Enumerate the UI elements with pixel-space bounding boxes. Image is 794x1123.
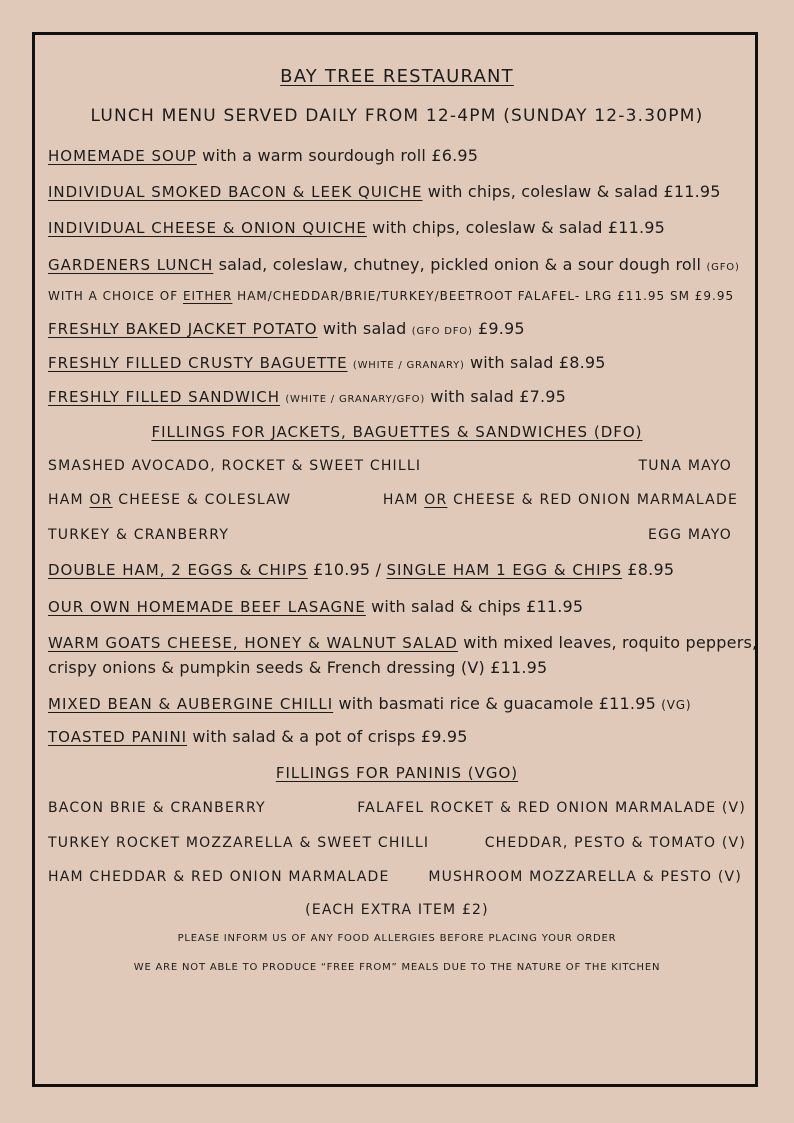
menu-item-bacon-quiche: INDIVIDUAL SMOKED BACON & LEEK QUICHE with chips, coleslaw & salad £11.95: [48, 182, 721, 201]
allergy-note: PLEASE INFORM US OF ANY FOOD ALLERGIES BEFORE PLACING YOUR ORDER: [177, 933, 617, 944]
filling-row: TURKEY & CRANBERRY EGG MAYO: [48, 527, 732, 543]
extra-item-note: (EACH EXTRA ITEM £2): [305, 902, 489, 918]
fillings-jbs-heading: FILLINGS FOR JACKETS, BAGUETTES & SANDWICHES (DFO): [151, 423, 643, 441]
menu-item-panini: TOASTED PANINI with salad & a pot of crisps £9.95: [48, 727, 468, 746]
menu-item-lasagne: OUR OWN HOMEMADE BEEF LASAGNE with salad & chips £11.95: [48, 597, 584, 616]
menu-title: BAY TREE RESTAURANT: [280, 66, 514, 87]
panini-filling-row: HAM CHEDDAR & RED ONION MARMALADE MUSHROOM MOZZARELLA & PESTO (V): [48, 869, 742, 885]
menu-item-jacket-potato: FRESHLY BAKED JACKET POTATO with salad (GFO DFO) £9.95: [48, 319, 525, 338]
menu-item-goats-cheese: WARM GOATS CHEESE, HONEY & WALNUT SALAD with mixed leaves, roquito peppers,: [48, 633, 758, 652]
menu-item-sandwich: FRESHLY FILLED SANDWICH (WHITE / GRANARY/GFO) with salad £7.95: [48, 387, 567, 406]
panini-filling-row: TURKEY ROCKET MOZZARELLA & SWEET CHILLI CHEDDAR, PESTO & TOMATO (V): [48, 835, 746, 851]
goats-cheese-desc: crispy onions & pumpkin seeds & French dressing (V) £11.95: [48, 658, 548, 677]
menu-item-gardeners-lunch: GARDENERS LUNCH salad, coleslaw, chutney, pickled onion & a sour dough roll (GFO): [48, 255, 740, 274]
gardeners-choice: WITH A CHOICE OF EITHER HAM/CHEDDAR/BRIE/TURKEY/BEETROOT FALAFEL- LRG £11.95 SM £9.95: [48, 289, 735, 303]
menu-subtitle: LUNCH MENU SERVED DAILY FROM 12-4PM (SUNDAY 12-3.30PM): [90, 106, 704, 126]
menu-item-chilli: MIXED BEAN & AUBERGINE CHILLI with basmati rice & guacamole £11.95 (VG): [48, 694, 692, 713]
fillings-panini-heading: FILLINGS FOR PANINIS (VGO): [275, 764, 519, 782]
menu-item-soup: HOMEMADE SOUP with a warm sourdough roll £6.95: [48, 146, 479, 165]
panini-filling-row: BACON BRIE & CRANBERRY FALAFEL ROCKET & RED ONION MARMALADE (V): [48, 800, 746, 816]
menu-item-baguette: FRESHLY FILLED CRUSTY BAGUETTE (WHITE / GRANARY) with salad £8.95: [48, 353, 606, 372]
filling-row: SMASHED AVOCADO, ROCKET & SWEET CHILLI TUNA MAYO: [48, 458, 732, 474]
menu-item-cheese-quiche: INDIVIDUAL CHEESE & ONION QUICHE with chips, coleslaw & salad £11.95: [48, 218, 666, 237]
menu-item-ham-eggs: DOUBLE HAM, 2 EGGS & CHIPS £10.95 / SINGLE HAM 1 EGG & CHIPS £8.95: [48, 560, 675, 579]
filling-row: HAM OR CHEESE & COLESLAW HAM OR CHEESE & RED ONION MARMALADE: [48, 492, 738, 508]
free-from-note: WE ARE NOT ABLE TO PRODUCE “FREE FROM” MEALS DUE TO THE NATURE OF THE KITCHEN: [133, 962, 661, 973]
